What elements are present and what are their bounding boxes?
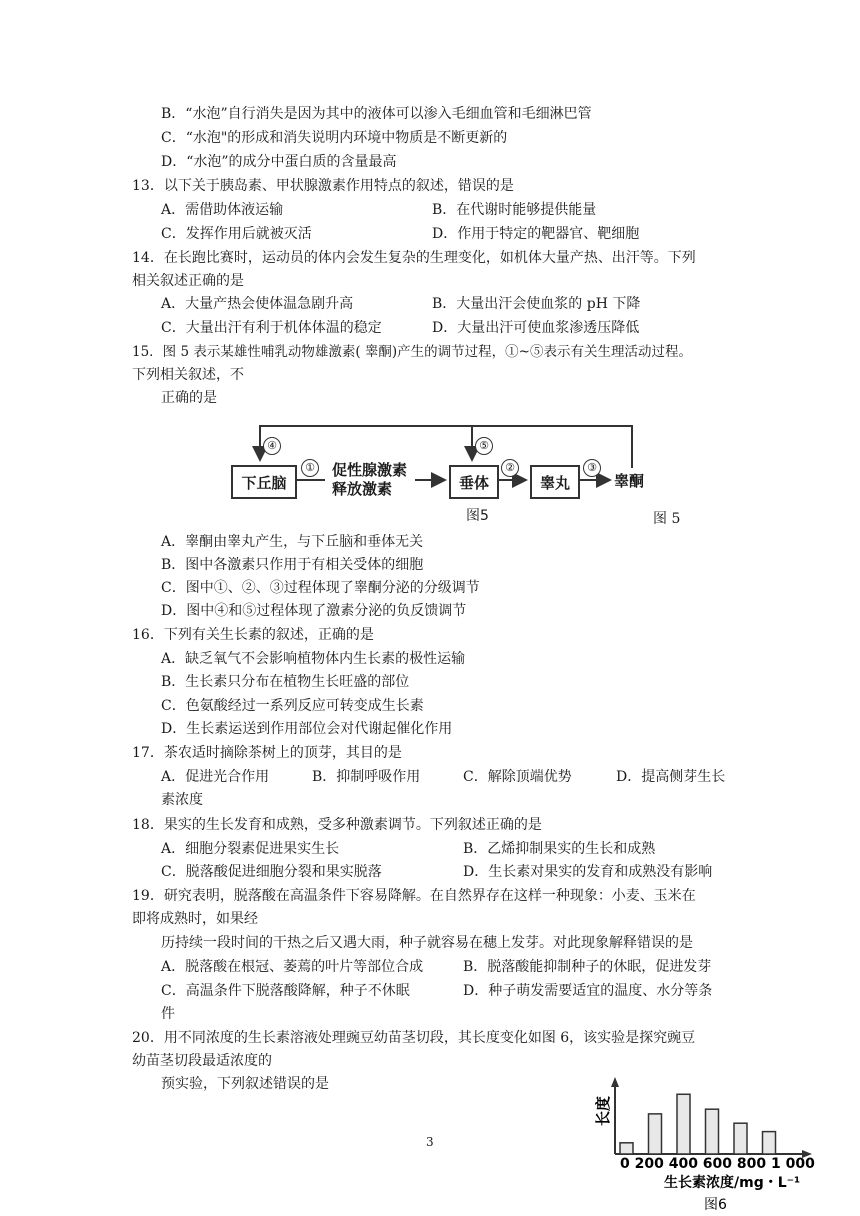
q15-option-c: C．图中①、②、③过程体现了睾酮分泌的分级调节 bbox=[161, 580, 480, 596]
q17-option-b: B．抑制呼吸作用 bbox=[312, 769, 421, 785]
q15-stem-line2: 下列相关叙述，不 bbox=[132, 367, 244, 383]
q16-option-b: B．生长素只分布在植物生长旺盛的部位 bbox=[161, 674, 410, 690]
q15-stem-line3: 正确的是 bbox=[161, 390, 217, 406]
q16-option-d: D．生长素运送到作用部位会对代谢起催化作用 bbox=[161, 721, 453, 737]
q18-option-c: C．脱落酸促进细胞分裂和果实脱落 bbox=[161, 864, 382, 880]
q17-option-a: A．促进光合作用 bbox=[161, 769, 270, 785]
bar-400 bbox=[677, 1094, 690, 1154]
gnrh-label-line2: 释放激素 bbox=[332, 480, 393, 498]
figure-6-caption: 图6 bbox=[704, 1197, 727, 1213]
step-2-marker: ② bbox=[501, 459, 519, 477]
step-1-marker: ① bbox=[301, 459, 319, 477]
q16-option-c: C．色氨酸经过一系列反应可转变成生长素 bbox=[161, 698, 424, 714]
bar-1000 bbox=[763, 1132, 776, 1154]
y-axis-arrowhead bbox=[611, 1077, 619, 1087]
q17-option-d-cont: 素浓度 bbox=[161, 792, 203, 808]
q20-stem-line1: 20．用不同浓度的生长素溶液处理豌豆幼苗茎切段，其长度变化如图 6，该实验是探究豌豆 bbox=[132, 1030, 696, 1046]
q19-option-d: D．种子萌发需要适宜的温度、水分等条 bbox=[463, 983, 713, 999]
q19-option-c: C．高温条件下脱落酸降解，种子不休眠 bbox=[161, 983, 410, 999]
q14-option-d: D．大量出汗可使血浆渗透压降低 bbox=[432, 320, 640, 336]
q15-option-b: B．图中各激素只作用于有相关受体的细胞 bbox=[161, 557, 424, 573]
q19-option-a: A．脱落酸在根冠、萎蔫的叶片等部位合成 bbox=[161, 959, 424, 975]
q17-stem: 17．茶农适时摘除茶树上的顶芽，其目的是 bbox=[132, 745, 402, 761]
q19-stem-line2: 即将成熟时，如果经 bbox=[132, 911, 258, 927]
q13-option-b: B．在代谢时能够提供能量 bbox=[432, 202, 597, 218]
testosterone-label: 睾酮 bbox=[614, 472, 645, 490]
figure-6-bar-chart bbox=[580, 1075, 820, 1215]
q16-option-a: A．缺乏氧气不会影响植物体内生长素的极性运输 bbox=[161, 651, 466, 667]
q19-option-b: B．脱落酸能抑制种子的休眠，促进发芽 bbox=[463, 959, 712, 975]
q18-option-d: D．生长素对果实的发育和成熟没有影响 bbox=[463, 864, 713, 880]
q12-option-d: D．“水泡”的成分中蛋白质的含量最高 bbox=[161, 154, 397, 170]
q14-option-a: A．大量产热会使体温急剧升高 bbox=[161, 296, 354, 312]
q14-stem-line2: 相关叙述正确的是 bbox=[132, 273, 244, 289]
q12-option-b: B．“水泡”自行消失是因为其中的液体可以渗入毛细血管和毛细淋巴管 bbox=[161, 106, 592, 122]
x-tick-labels: 0 200 400 600 800 1 000 bbox=[620, 1156, 815, 1172]
q15-option-d: D．图中④和⑤过程体现了激素分泌的负反馈调节 bbox=[161, 603, 467, 619]
page-number: 3 bbox=[426, 1135, 434, 1149]
testis-box: 睾丸 bbox=[530, 465, 580, 499]
x-axis-label: 生长素浓度/mg・L⁻¹ bbox=[664, 1175, 801, 1191]
figure-5-arrows bbox=[0, 0, 860, 530]
bar-800 bbox=[734, 1123, 747, 1154]
bar-600 bbox=[706, 1109, 719, 1154]
q12-option-c: C．“水泡"的形成和消失说明内环境中物质是不断更新的 bbox=[161, 130, 508, 146]
q16-stem: 16．下列有关生长素的叙述，正确的是 bbox=[132, 627, 374, 643]
q20-stem-line2: 幼苗茎切段最适浓度的 bbox=[132, 1053, 272, 1069]
step-3-marker: ③ bbox=[583, 459, 601, 477]
q14-option-c: C．大量出汗有利于机体体温的稳定 bbox=[161, 320, 382, 336]
q14-stem-line1: 14．在长跑比赛时，运动员的体内会发生复杂的生理变化，如机体大量产热、出汗等。下列 bbox=[132, 250, 696, 266]
q13-option-c: C．发挥作用后就被灭活 bbox=[161, 226, 312, 242]
figure-5-caption: 图 5 bbox=[653, 511, 681, 527]
q20-stem-line3: 预实验，下列叙述错误的是 bbox=[161, 1076, 329, 1092]
q15-stem-line1: 15．图 5 表示某雄性哺乳动物雄激素( 睾酮)产生的调节过程，①~⑤表示有关生理活动过程。 bbox=[132, 344, 692, 360]
y-axis-label: 长度 bbox=[594, 1095, 612, 1127]
q13-option-a: A．需借助体液运输 bbox=[161, 202, 284, 218]
bar-200 bbox=[649, 1114, 662, 1154]
figure-5-inner-caption: 图5 bbox=[466, 508, 489, 524]
q14-option-b: B．大量出汗会使血浆的 pH 下降 bbox=[432, 296, 641, 312]
q19-stem-line3: 历持续一段时间的干热之后又遇大雨，种子就容易在穗上发芽。对此现象解释错误的是 bbox=[161, 935, 693, 951]
q18-stem: 18．果实的生长发育和成熟，受多种激素调节。下列叙述正确的是 bbox=[132, 817, 542, 833]
q19-stem-line1: 19．研究表明，脱落酸在高温条件下容易降解。在自然界存在这样一种现象：小麦、玉米在 bbox=[132, 888, 696, 904]
step-4-marker: ④ bbox=[263, 437, 281, 455]
hypothalamus-box: 下丘脑 bbox=[231, 465, 297, 499]
q17-option-c: C．解除顶端优势 bbox=[463, 769, 572, 785]
q13-option-d: D．作用于特定的靶器官、靶细胞 bbox=[432, 226, 640, 242]
bar-0 bbox=[620, 1143, 633, 1154]
gnrh-label-line1: 促性腺激素 bbox=[332, 461, 408, 479]
q18-option-b: B．乙烯抑制果实的生长和成熟 bbox=[463, 841, 656, 857]
q19-option-d-cont: 件 bbox=[161, 1006, 175, 1022]
pituitary-box: 垂体 bbox=[449, 465, 499, 499]
step-5-marker: ⑤ bbox=[475, 437, 493, 455]
q15-option-a: A．睾酮由睾丸产生，与下丘脑和垂体无关 bbox=[161, 534, 424, 550]
q13-stem: 13．以下关于胰岛素、甲状腺激素作用特点的叙述，错误的是 bbox=[132, 178, 514, 194]
q18-option-a: A．细胞分裂素促进果实生长 bbox=[161, 841, 340, 857]
q17-option-d: D．提高侧芽生长 bbox=[616, 769, 726, 785]
